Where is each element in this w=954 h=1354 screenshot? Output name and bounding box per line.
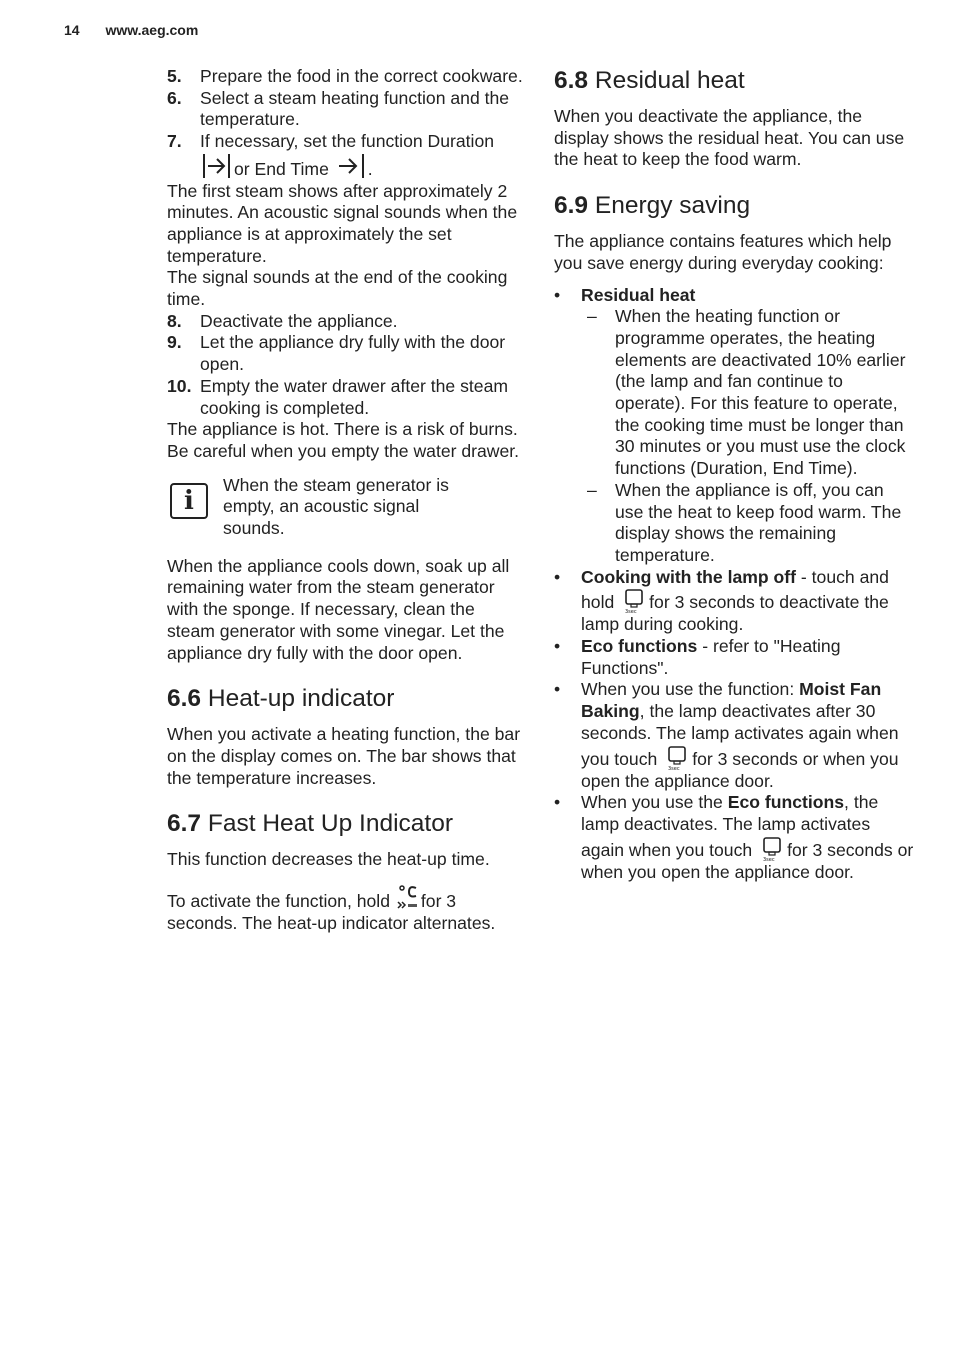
paragraph: The appliance contains features which help you save energy during everyday cooking: [554,231,892,273]
lamp-3sec-icon [666,745,688,771]
end-time-icon [336,153,366,179]
lamp-3sec-icon [761,836,783,862]
list-item: • When you use the Eco functions, the lamp deactivates. The lamp activates again when you touch 3sec for 3 seconds or when you open the appliance door. [554,792,914,882]
paragraph: The first steam shows after approximately 2 minutes. An acoustic signal sounds when the appliance is at approximately the set temperature. [167,180,518,266]
list-item: • When you use the function: Moist Fan Baking, the lamp deactivates after 30 seconds. The lamp activates again when you touch 3sec for 3 seconds or when you open the appliance door. [554,679,899,791]
info-icon: i [170,483,208,519]
list-item: 9. Let the appliance dry fully with the door open. [167,332,506,375]
steps-list-a [167,66,527,181]
list-item: • Eco functions - refer to "Heating Functions". [554,636,841,678]
list-item: • Residual heat – When the heating function or programme operates, the heating elements are deactivated 10% earlier (the lamp and fan continue to operate). For this feature to operate, the cooking time must be longer than 30 minutes or you must use the clock functions (Duration, End Time). – When the appliance is off, you can use the heat to keep food warm. The display shows the remaining temperature. [554,285,914,567]
lamp-3sec-icon [623,588,645,614]
svg-text:3sec: 3sec [763,856,775,862]
section-heading-6-7: 6.7 Fast Heat Up Indicator [167,810,453,838]
left-column [167,66,527,935]
list-item: • Cooking with the lamp off - touch and hold 3sec for 3 seconds to deactivate the lamp during cooking. [554,566,889,635]
list-item: 7. If necessary, set the function Duration or End Time . [167,131,495,179]
list-item: 5. Prepare the food in the correct cookware. [167,66,523,86]
page-header [64,22,198,38]
paragraph: When you deactivate the appliance, the display shows the residual heat. You can use the heat to keep the food warm. [554,106,905,170]
info-note [167,475,527,540]
note-text: When the steam generator is empty, an acoustic signal sounds. [223,474,449,539]
page-number: 14 [64,22,80,38]
paragraph: To activate the function, hold for 3 seconds. The heat-up indicator alternates. [167,885,527,934]
website-link[interactable]: www.aeg.com [105,22,199,38]
paragraph: The signal sounds at the end of the cooking time. [167,267,508,310]
list-item: 6. Select a steam heating function and the temperature. [167,87,510,130]
paragraph: This function decreases the heat-up time. [167,849,490,870]
list-item: – When the heating function or programme operates, the heating elements are deactivated 10% earlier (the lamp and fan continue to operate). For this feature to operate, the cooking time must be longer than 30 minutes or you must use the clock functions (Duration, End Time). [587,306,906,479]
section-heading-6-9: 6.9 Energy saving [554,192,751,220]
paragraph: When you activate a heating function, the bar on the display comes on. The bar shows that the temperature increases. [167,724,521,788]
duration-icon [202,153,232,179]
fast-heat-icon [397,885,419,911]
energy-saving-list [554,285,914,884]
paragraph: When the appliance cools down, soak up all remaining water from the steam generator with the sponge. If necessary, clean the steam generator with some vinegar. Let the appliance dry fully with the door open. [167,555,510,663]
list-item: 8. Deactivate the appliance. [167,310,398,331]
right-column [554,66,914,883]
section-heading-6-6: 6.6 Heat-up indicator [167,685,395,713]
svg-text:3sec: 3sec [625,609,637,615]
sub-list [581,306,914,566]
list-item: – When the appliance is off, you can use the heat to keep food warm. The display shows the remaining temperature. [587,479,902,565]
svg-text:3sec: 3sec [668,765,680,771]
warning-paragraph: The appliance is hot. There is a risk of burns. Be careful when you empty the water drawer. [167,419,520,461]
list-item: 10. Empty the water drawer after the steam cooking is completed. [167,375,509,418]
steps-list-b [167,311,527,420]
section-heading-6-8: 6.8 Residual heat [554,67,745,94]
